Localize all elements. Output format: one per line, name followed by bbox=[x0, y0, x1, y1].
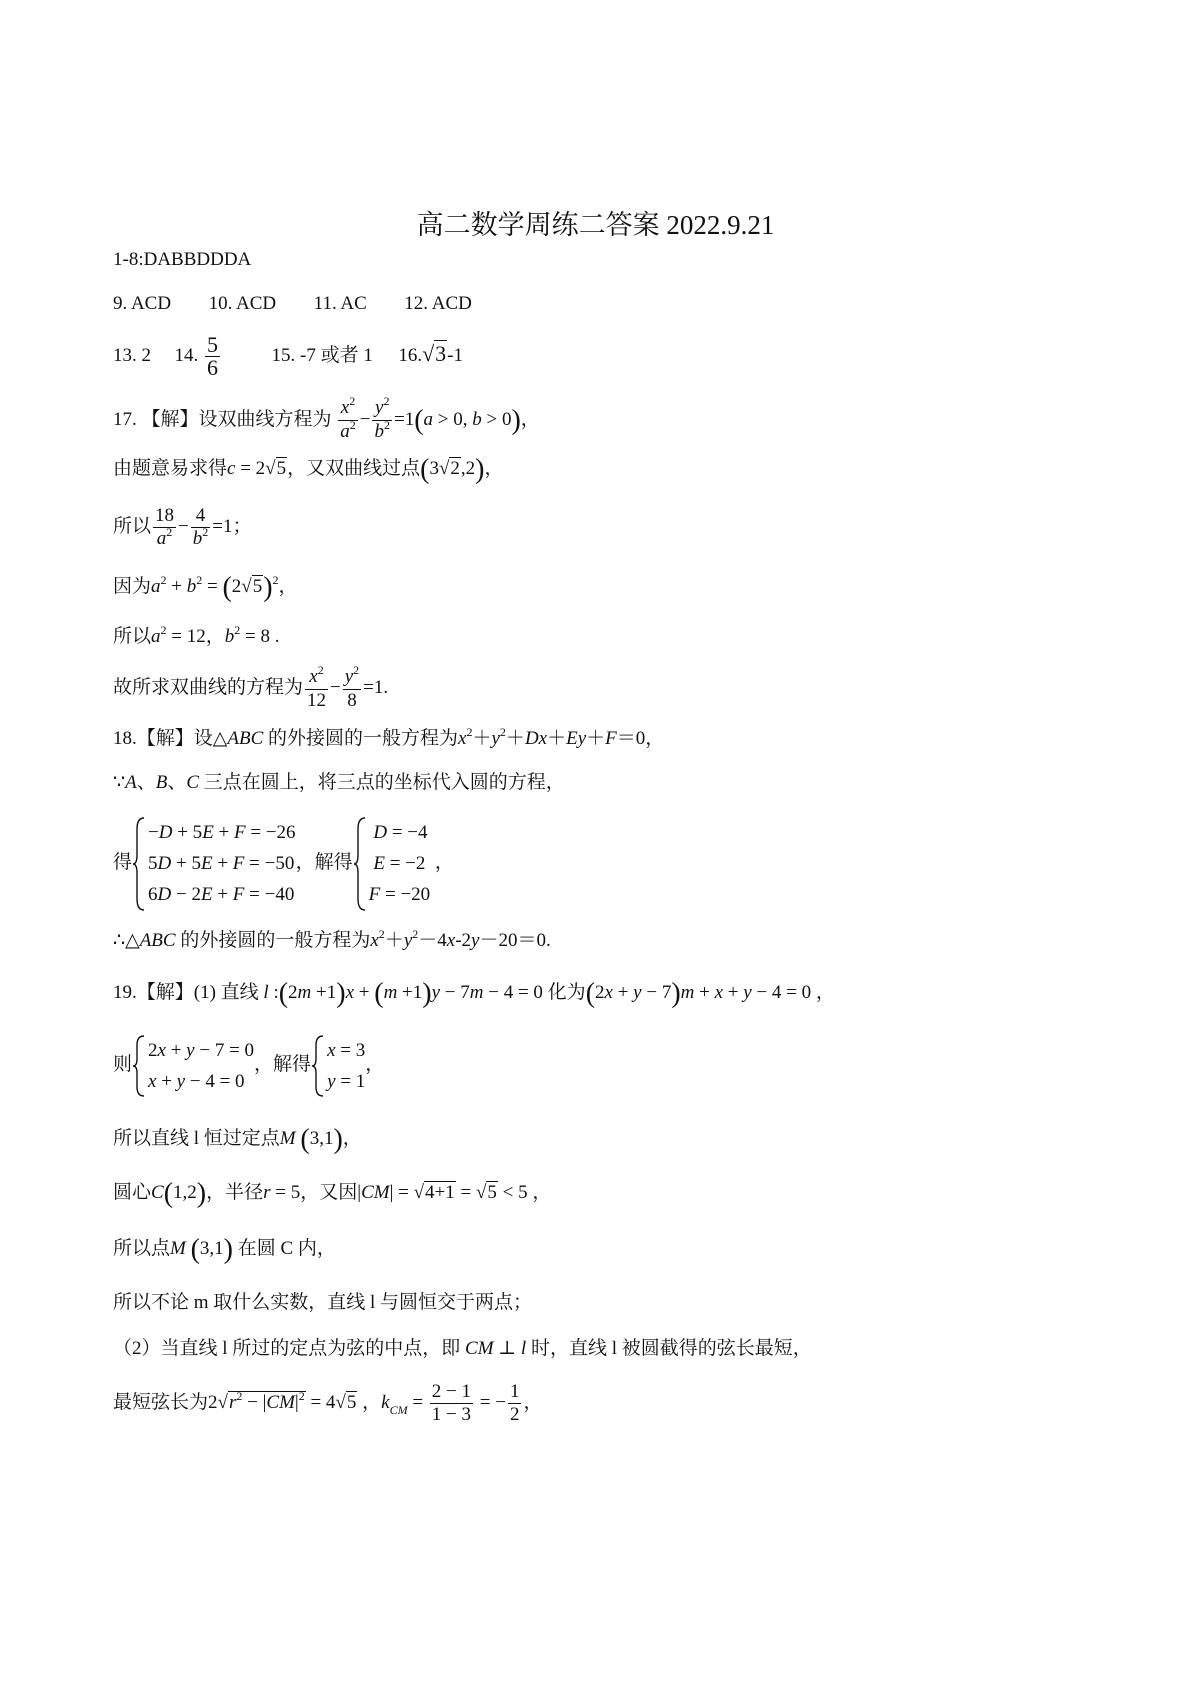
page-title: 高二数学周练二答案 2022.9.21 bbox=[416, 210, 775, 240]
answer-13: 13. 2 bbox=[113, 345, 151, 366]
answer-12: 12. ACD bbox=[404, 293, 472, 314]
answer-line-9-12 bbox=[113, 291, 472, 317]
q19-line-5: 所以点M (3,1) 在圆 C 内， bbox=[113, 1234, 336, 1265]
q17-line-1: 17. 【解】设双曲线方程为 $\frac{x^2}{a^2}$ − $\frac{y^2}{b^2}$ =1(a > 0, b > 0)， bbox=[113, 394, 540, 443]
answer-16-label: 16. bbox=[398, 345, 423, 366]
left-brace-icon bbox=[132, 817, 146, 911]
q17-line-3: 所以 $\frac{18}{a^2}$ − $\frac{4}{b^2}$ =1； bbox=[113, 504, 252, 549]
answer-10: 10. ACD bbox=[208, 293, 277, 314]
q19-line-2: 则 2x + y − 7 = 0 x + y − 4 = 0 ，解得 x = 3 y = 1 ， bbox=[113, 1034, 384, 1096]
q19-line-7: （2）当直线 l 所过的定点为弦的中点，即 CM ⊥ l 时，直线 l 被圆截得的弦长最短， bbox=[113, 1338, 812, 1359]
q17-line-2: 由题意易求得c = 2√5，又双曲线过点(3√2,2)， bbox=[113, 454, 504, 485]
q19-line-3: 所以直线 l 恒过定点M (3,1)， bbox=[113, 1124, 362, 1155]
q17-frac-x2-a2: $\frac{x^2}{a^2}$ bbox=[340, 394, 356, 443]
q19-equation-system: 2x + y − 7 = 0 x + y − 4 = 0 bbox=[132, 1035, 254, 1097]
q17-line-5: 所以$a^2 = 12$，$b^2 = 8$ . bbox=[113, 623, 280, 647]
left-brace-icon bbox=[132, 1035, 146, 1097]
q18-line-4: ∴△ABC 的外接圆的一般方程为$x^2+y^2-4x-2y-20=0$. bbox=[113, 927, 551, 951]
left-brace-icon bbox=[353, 817, 367, 911]
answer-15: 15. -7 或者 1 bbox=[271, 345, 373, 366]
q18-line-3: 得 −D + 5E + F = −26 5D + 5E + F = −50 6D − 2E + F = −40 ，解得 D = −4 E = −2 F = −20 ， bbox=[113, 816, 454, 910]
answer-14-fraction: $\frac{5}{6}$ bbox=[207, 332, 218, 381]
answer-14-label: 14. bbox=[174, 345, 199, 366]
q18-solution-system: D = −4 E = −2 F = −20 bbox=[353, 817, 431, 910]
q19-solution-system: x = 3 y = 1 bbox=[311, 1035, 365, 1097]
left-brace-icon bbox=[311, 1035, 325, 1097]
q19-line-4: 圆心C(1,2)，半径r = 5，又因|CM| = √4+1 = √5 < 5 ， bbox=[113, 1178, 552, 1209]
q18-line-1: 18.【解】设△ABC 的外接圆的一般方程为$x^2+y^2+Dx+Ey+F=0$， bbox=[113, 725, 665, 749]
answer-9: 9. ACD bbox=[113, 293, 172, 314]
answer-16-sqrt: √3 bbox=[422, 341, 447, 366]
q17-line-4: 因为$a^2 + b^2 = (2√5)^2$， bbox=[113, 572, 298, 603]
answer-line-13-16: 13. 2 14. $\frac{5}{6}$ 15. -7 或者 1 16.√3-1 bbox=[113, 332, 463, 381]
q17-line-6: 故所求双曲线的方程为 $\frac{x^2}{12}$ − $\frac{y^2}{8}$ =1. bbox=[113, 662, 389, 711]
q19-line-6: 所以不论 m 取什么实数，直线 l 与圆恒交于两点； bbox=[113, 1292, 533, 1313]
q19-line-8: 最短弦长为$2√r^2 - |CM|^2 = 4√5$ ，$k_{CM}$ = $\frac{2 - 1}{1 - 3}$ = − $\frac{1}{2}$ ， bbox=[113, 1381, 543, 1426]
q18-line-2: ∵A、B、C 三点在圆上，将三点的坐标代入圆的方程， bbox=[113, 772, 565, 793]
q19-line-1: 19.【解】(1) 直线 l :(2m +1)x + (m +1)y − 7m − 4 = 0 化为(2x + y − 7)m + x + y − 4 = 0 ， bbox=[113, 978, 835, 1009]
answer-11: 11. AC bbox=[313, 293, 367, 314]
q18-equation-system: −D + 5E + F = −26 5D + 5E + F = −50 6D − 2E + F = −40 bbox=[132, 817, 296, 910]
answer-line-1-8: 1-8:DABBDDDA bbox=[113, 249, 252, 270]
